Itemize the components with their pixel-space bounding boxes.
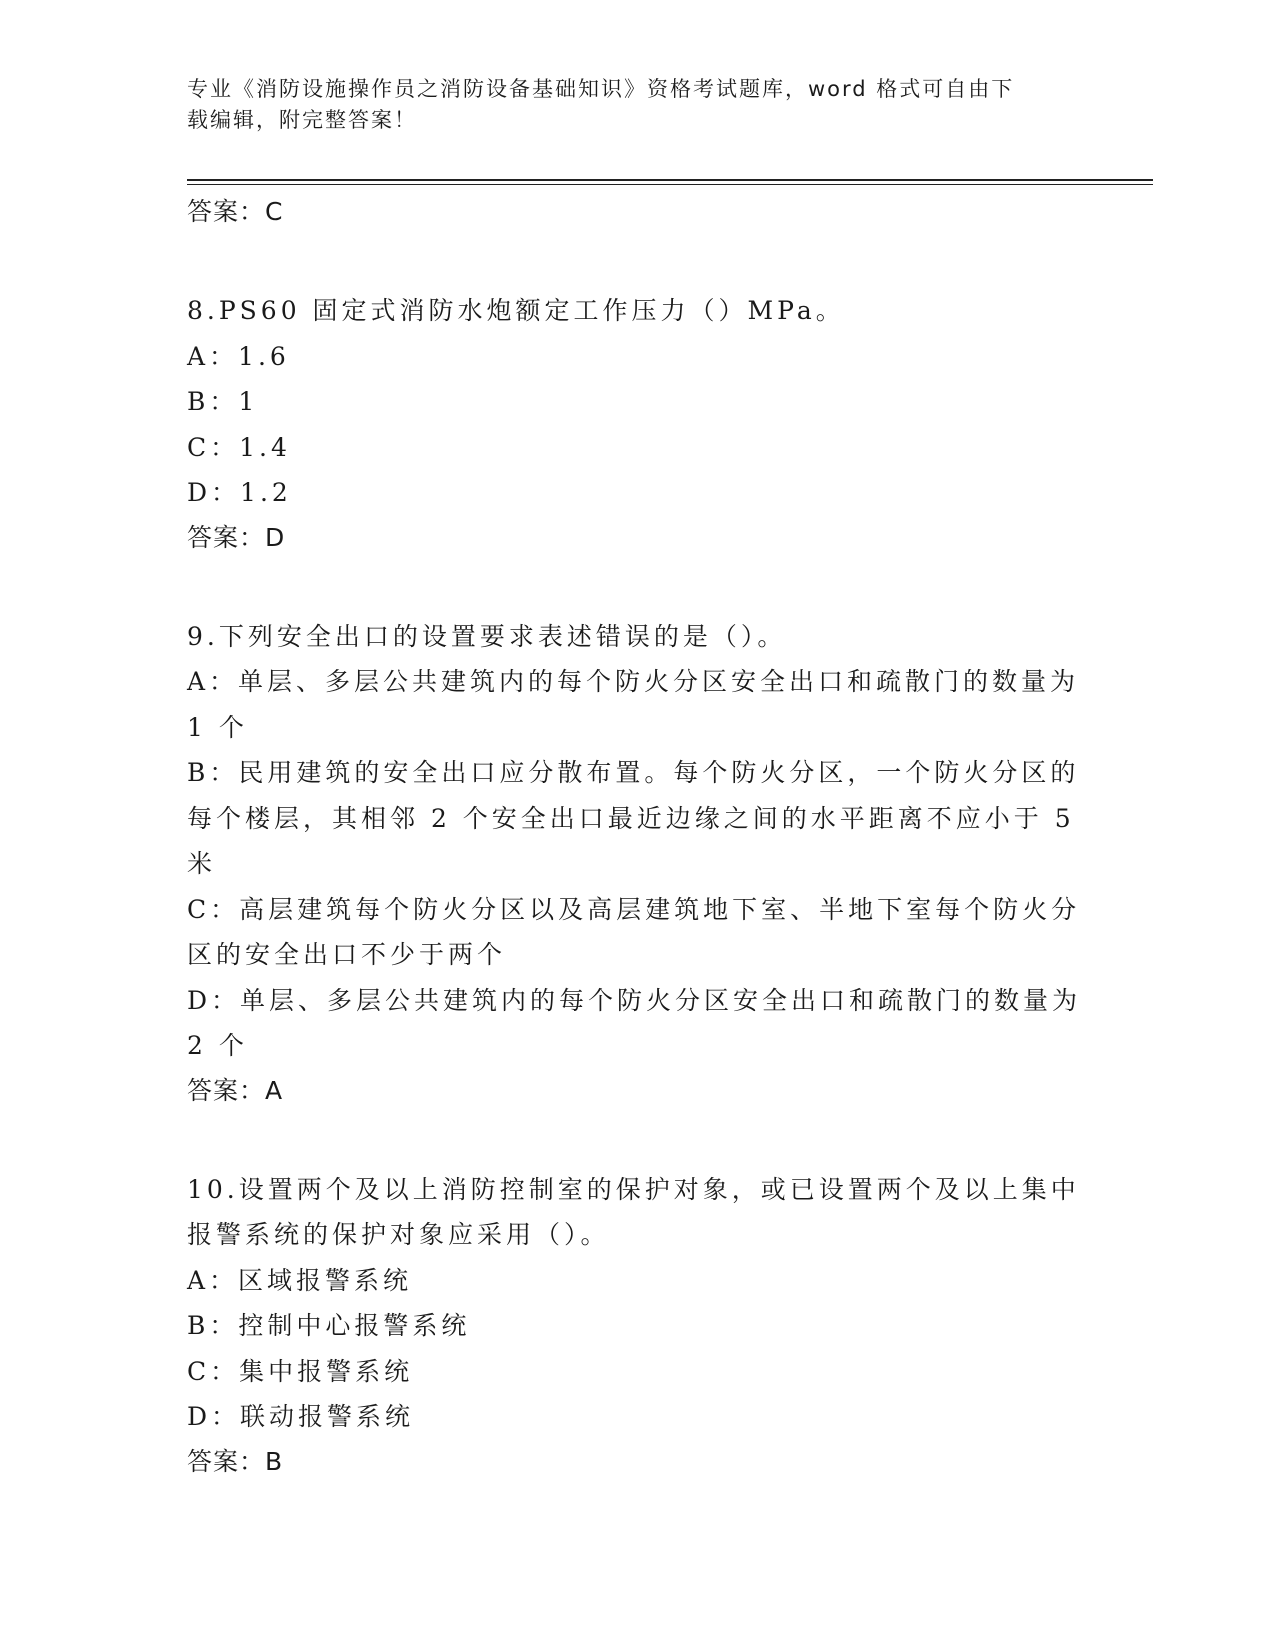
option-d: D：单层、多层公共建筑内的每个防火分区安全出口和疏散门的数量为 bbox=[187, 985, 1082, 1015]
answer-line: 答案：D bbox=[187, 522, 286, 552]
option-b: B：控制中心报警系统 bbox=[187, 1311, 471, 1340]
option-a: A：单层、多层公共建筑内的每个防火分区安全出口和疏散门的数量为 bbox=[187, 667, 1080, 696]
document-header bbox=[187, 74, 1067, 136]
option-b: B：1 bbox=[187, 387, 259, 416]
option-a-continued: 1 个 bbox=[187, 712, 248, 742]
answer-line: 答案：A bbox=[187, 1075, 284, 1105]
option-c: C：集中报警系统 bbox=[187, 1356, 414, 1386]
question-stem-continued: 报警系统的保护对象应采用（）。 bbox=[187, 1220, 610, 1249]
header-line: 专业《消防设施操作员之消防设备基础知识》资格考试题库，word 格式可自由下 bbox=[187, 77, 1015, 101]
option-d-continued: 2 个 bbox=[187, 1031, 248, 1060]
header-line: 载编辑，附完整答案！ bbox=[187, 108, 417, 132]
header-divider-thin bbox=[187, 184, 1153, 185]
option-d: D：1.2 bbox=[187, 478, 292, 507]
option-c: C：1.4 bbox=[187, 432, 291, 462]
option-c: C：高层建筑每个防火分区以及高层建筑地下室、半地下室每个防火分 bbox=[187, 894, 1081, 924]
question-stem: 10.设置两个及以上消防控制室的保护对象，或已设置两个及以上集中 bbox=[187, 1174, 1080, 1204]
option-b-continued: 每个楼层，其相邻 2 个安全出口最近边缘之间的水平距离不应小于 5 bbox=[187, 803, 1075, 833]
option-d: D：联动报警系统 bbox=[187, 1402, 415, 1431]
answer-line: 答案：B bbox=[187, 1446, 284, 1476]
question-block bbox=[187, 614, 1087, 1113]
question-block bbox=[187, 1167, 1087, 1484]
question-stem: 8.PS60 固定式消防水炮额定工作压力（）MPa。 bbox=[187, 296, 845, 325]
option-b: B：民用建筑的安全出口应分散布置。每个防火分区，一个防火分区的 bbox=[187, 758, 1080, 787]
option-a: A：区域报警系统 bbox=[187, 1265, 413, 1295]
header-divider-thick bbox=[187, 179, 1153, 181]
question-list bbox=[187, 190, 1087, 1484]
question-block bbox=[187, 288, 1087, 560]
option-a: A：1.6 bbox=[187, 341, 290, 371]
answer-line: 答案：C bbox=[187, 197, 284, 226]
question-stem: 9.下列安全出口的设置要求表述错误的是（）。 bbox=[187, 621, 787, 651]
option-b-continued: 米 bbox=[187, 849, 217, 878]
option-c-continued: 区的安全出口不少于两个 bbox=[187, 940, 507, 969]
